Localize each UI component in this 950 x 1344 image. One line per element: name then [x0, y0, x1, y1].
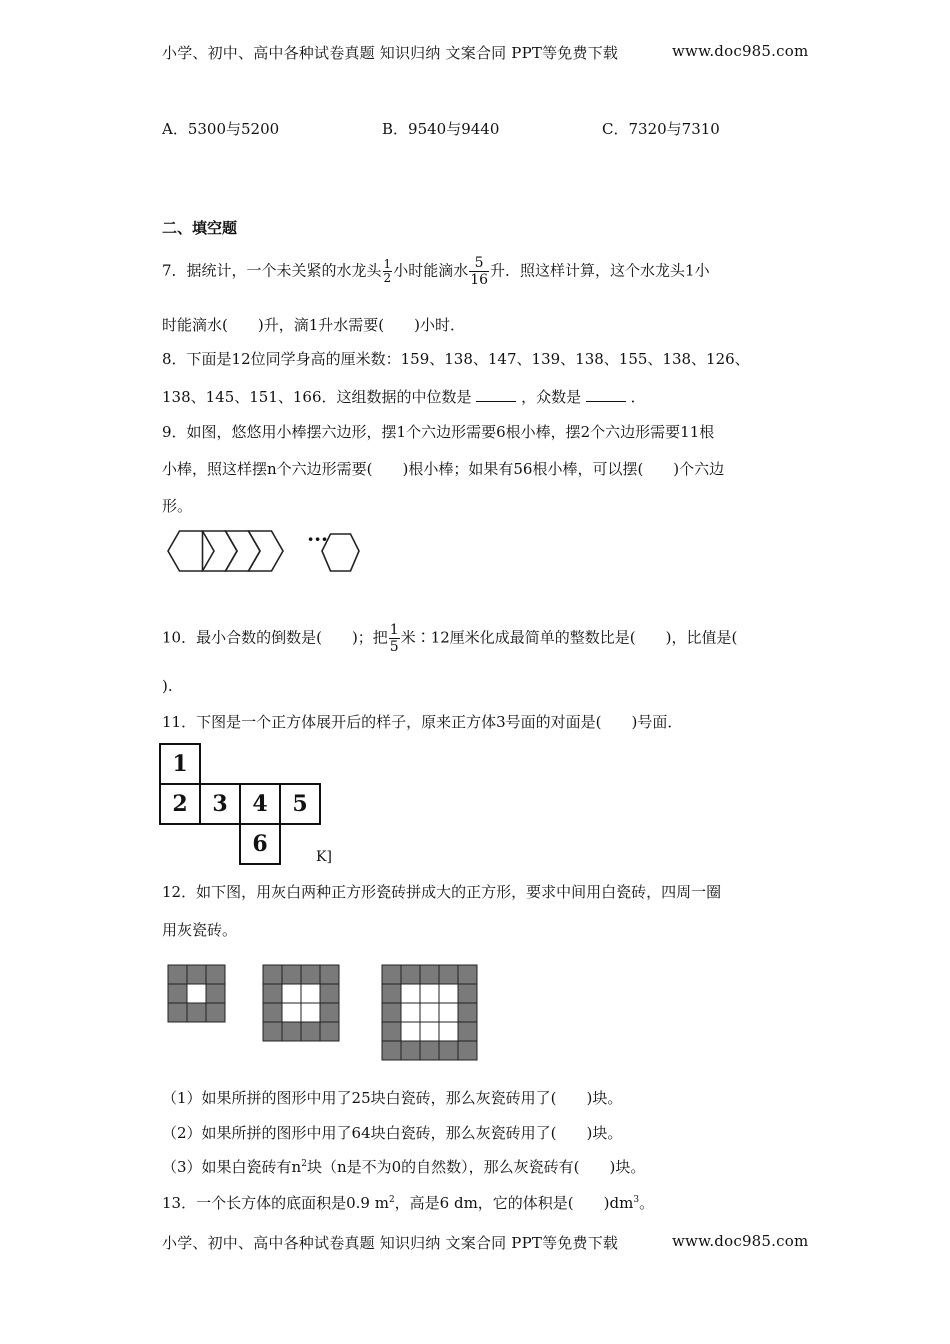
cube-face-6: 6: [239, 823, 281, 865]
gray-tile: [206, 965, 225, 984]
q9-line1: 9．如图，悠悠用小棒摆六边形，摆1个六边形需要6根小棒，摆2个六边形需要11根: [162, 423, 715, 441]
tile-grid-4: [262, 964, 340, 1046]
white-tile: [187, 984, 206, 1003]
q12-line1: 12．如下图，用灰白两种正方形瓷砖拼成大的正方形，要求中间用白瓷砖，四周一圈: [162, 883, 722, 901]
gray-tile: [458, 1003, 477, 1022]
header-url: www.doc985.com: [672, 42, 809, 60]
q7-frac2: $\frac{5}{16}$: [470, 255, 489, 288]
hexagon-ellipsis: ···: [307, 527, 328, 551]
q12-sub3: （3）如果白瓷砖有$n^2$块（n是不为0的自然数），那么灰瓷砖有( )块。: [162, 1158, 646, 1176]
gray-tile: [301, 1022, 320, 1041]
white-tile: [420, 1022, 439, 1041]
white-tile: [420, 1003, 439, 1022]
gray-tile: [320, 965, 339, 984]
q8-line1: 8．下面是12位同学身高的厘米数：159、138、147、139、138、155、138、126、: [162, 350, 750, 368]
gray-tile: [187, 1003, 206, 1022]
q10-line2: ).: [162, 677, 173, 695]
cube-face-2: 2: [159, 783, 201, 825]
q13-text: 13．一个长方体的底面积是0.9 $m^2$，高是6 dm，它的体积是( )$dm^3$。: [162, 1194, 655, 1212]
white-tile: [439, 1003, 458, 1022]
white-tile: [401, 984, 420, 1003]
white-tile: [420, 984, 439, 1003]
gray-tile: [382, 984, 401, 1003]
gray-tile: [458, 965, 477, 984]
gray-tile: [439, 965, 458, 984]
q11-text: 11．下图是一个正方体展开后的样子，原来正方体3号面的对面是( )号面．: [162, 713, 683, 731]
header-text: 小学、初中、高中各种试卷真题 知识归纳 文案合同 PPT等免费下载: [162, 44, 619, 62]
white-tile: [282, 1003, 301, 1022]
white-tile: [439, 1022, 458, 1041]
white-tile: [282, 984, 301, 1003]
q10-frac: $\frac{1}{5}$: [389, 622, 399, 655]
white-tile: [401, 1003, 420, 1022]
gray-tile: [382, 1041, 401, 1060]
gray-tile: [168, 984, 187, 1003]
cube-face-5: 5: [279, 783, 321, 825]
q10-line1: 10．最小合数的倒数是( )；把 $\frac{1}{5}$ 米∶12厘米化成最简单的整数比是( )，比值是(: [162, 622, 738, 655]
gray-tile: [263, 965, 282, 984]
gray-tile: [382, 1003, 401, 1022]
tile-grid-3: [167, 964, 226, 1027]
gray-tile: [320, 984, 339, 1003]
footer-text: 小学、初中、高中各种试卷真题 知识归纳 文案合同 PPT等免费下载: [162, 1234, 619, 1252]
q7-line1: 7．据统计，一个未关紧的水龙头 $\frac{1}{2}$ 小时能滴水 $\frac{5}{16}$ 升．照这样计算，这个水龙头1小: [162, 255, 710, 288]
gray-tile: [320, 1003, 339, 1022]
q7-line2: 时能滴水( )升，滴1升水需要( )小时．: [162, 316, 465, 334]
gray-tile: [458, 1041, 477, 1060]
q12-line2: 用灰瓷砖。: [162, 921, 238, 939]
gray-tile: [187, 965, 206, 984]
option-c: C．7320与7310: [602, 120, 720, 138]
gray-tile: [168, 1003, 187, 1022]
section-title: 二、填空题: [162, 219, 238, 237]
q12-sub2: （2）如果所拼的图形中用了64块白瓷砖，那么灰瓷砖用了( )块。: [162, 1124, 623, 1142]
q9-line3: 形。: [162, 497, 193, 515]
gray-tile: [168, 965, 187, 984]
gray-tile: [401, 1041, 420, 1060]
gray-tile: [320, 1022, 339, 1041]
q8-line2: 138、145、151、166．这组数据的中位数是 ，众数是 ．: [162, 388, 646, 406]
gray-tile: [263, 1022, 282, 1041]
gray-tile: [458, 1022, 477, 1041]
cube-net-mark: K]: [316, 849, 332, 865]
q8-blank-mode: [586, 387, 626, 402]
gray-tile: [206, 1003, 225, 1022]
gray-tile: [301, 965, 320, 984]
white-tile: [401, 1022, 420, 1041]
tile-grid-5: [381, 964, 478, 1065]
gray-tile: [282, 965, 301, 984]
gray-tile: [282, 1022, 301, 1041]
gray-tile: [382, 965, 401, 984]
gray-tile: [439, 1041, 458, 1060]
gray-tile: [420, 1041, 439, 1060]
white-tile: [439, 984, 458, 1003]
q9-line2: 小棒，照这样摆n个六边形需要( )根小棒；如果有56根小棒，可以摆( )个六边: [162, 460, 725, 478]
gray-tile: [458, 984, 477, 1003]
option-b: B．9540与9440: [382, 120, 500, 138]
gray-tile: [382, 1022, 401, 1041]
gray-tile: [263, 984, 282, 1003]
q12-sub1: （1）如果所拼的图形中用了25块白瓷砖，那么灰瓷砖用了( )块。: [162, 1089, 623, 1107]
cube-net: [159, 743, 321, 865]
gray-tile: [263, 1003, 282, 1022]
cube-face-4: 4: [239, 783, 281, 825]
q7-frac1: $\frac{1}{2}$: [383, 257, 392, 285]
cube-face-3: 3: [199, 783, 241, 825]
gray-tile: [401, 965, 420, 984]
footer-url: www.doc985.com: [672, 1232, 809, 1250]
gray-tile: [420, 965, 439, 984]
gray-tile: [206, 984, 225, 1003]
cube-face-1: 1: [159, 743, 201, 785]
white-tile: [301, 984, 320, 1003]
white-tile: [301, 1003, 320, 1022]
q8-blank-median: [476, 387, 516, 402]
option-a: A．5300与5200: [162, 120, 280, 138]
